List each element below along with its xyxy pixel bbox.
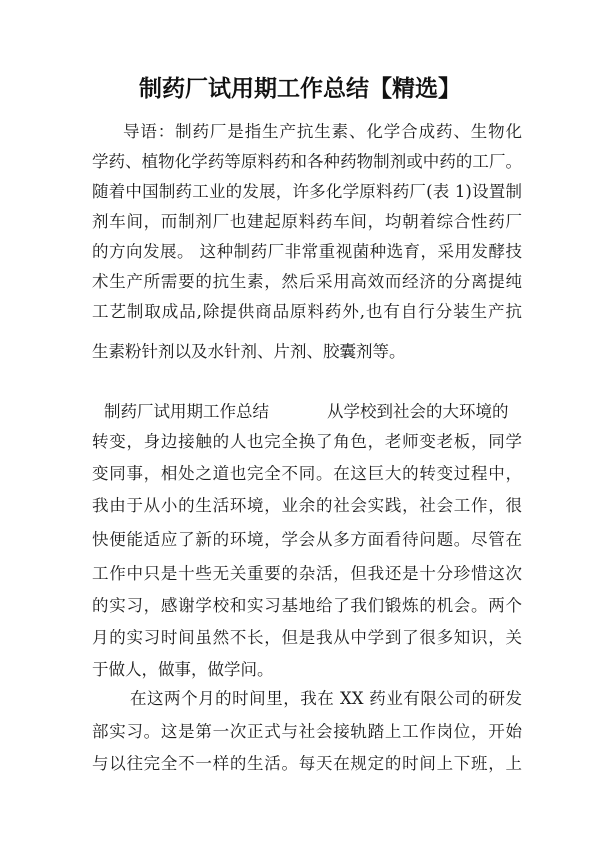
body-line: 转变，身边接触的人也完全换了角色，老师变老板，同学 [92, 432, 522, 451]
intro-line: 学药、植物化学药等原料药和各种药物制剂或中药的工厂。 [92, 152, 522, 171]
body-line: 月的实习时间虽然不长，但是我从中学到了很多知识，关 [92, 628, 522, 647]
para-line: 在这两个月的时间里，我在 XX 药业有限公司的研发 [130, 689, 522, 708]
intro-line: 导语：制药厂是指生产抗生素、化学合成药、生物化 [123, 122, 522, 141]
intro-line: 剂车间，而制剂厂也建起原料药车间，均朝着综合性药厂 [92, 212, 522, 231]
intro-line: 随着中国制药工业的发展，许多化学原料药厂(表 1)设置制 [92, 182, 522, 201]
body-line: 于做人，做事，做学问。 [92, 660, 274, 679]
body-line: 的实习，感谢学校和实习基地给了我们锻炼的机会。两个 [92, 596, 522, 615]
body-line: 我由于从小的生活环境，业余的社会实践，社会工作，很 [92, 496, 522, 515]
document-title: 制药厂试用期工作总结【精选】 [139, 76, 461, 102]
intro-line: 生素粉针剂以及水针剂、片剂、胶囊剂等。 [92, 342, 406, 361]
section-first-text: 从学校到社会的大环境的 [327, 402, 509, 421]
body-line: 工作中只是十些无关重要的杂活，但我还是十分珍惜这次 [92, 564, 522, 583]
para-line: 与以往完全不一样的生活。每天在规定的时间上下班，上 [92, 754, 522, 773]
body-line: 快便能适应了新的环境，学会从多方面看待问题。尽管在 [92, 530, 522, 549]
section-heading-line [104, 401, 522, 423]
section-heading: 制药厂试用期工作总结 [104, 402, 269, 421]
intro-line: 工艺制取成品,除提供商品原料药外,也有自行分装生产抗 [92, 302, 522, 321]
body-line: 变同事，相处之道也完全不同。在这巨大的转变过程中， [92, 464, 522, 483]
para-line: 部实习。这是第一次正式与社会接轨踏上工作岗位，开始 [92, 722, 522, 741]
intro-line: 术生产所需要的抗生素，然后采用高效而经济的分离提纯 [92, 272, 522, 291]
intro-line: 的方向发展。 这种制药厂非常重视菌种选育，采用发酵技 [92, 242, 522, 261]
